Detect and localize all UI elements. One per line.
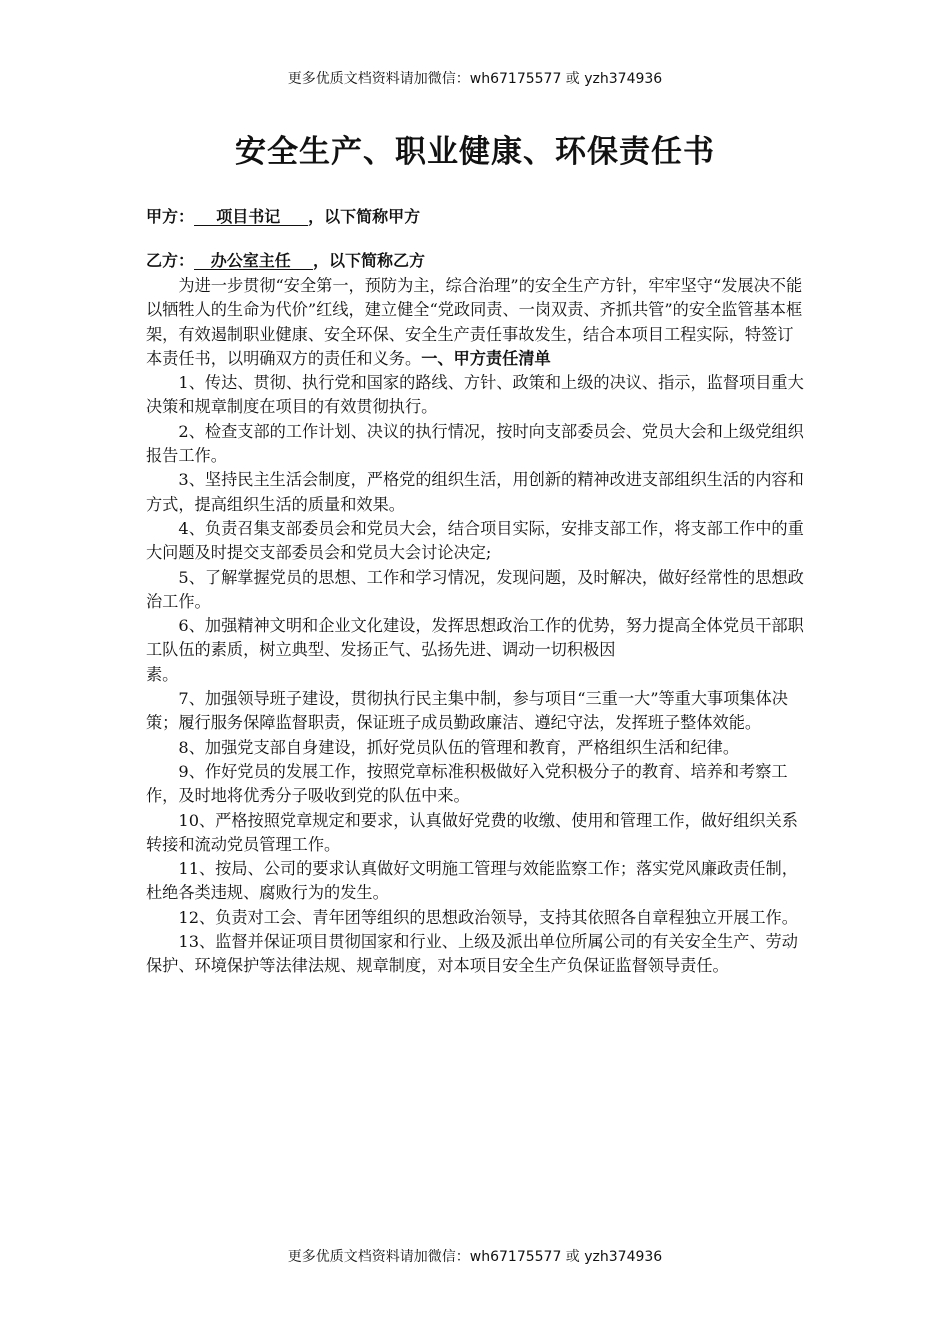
list-item: 8、加强党支部自身建设，抓好党员队伍的管理和教育，严格组织生活和纪律。 (178, 737, 740, 757)
intro-text: 为进一步贯彻“安全第一，预防为主，综合治理”的安全生产方针，牢牢坚守“发展决不能以牺牲人的生命为代价”红线，建立健全“党政同责、一岗双责、齐抓共管”的安全监管基本框架，有效遏制职业健康、安全环保、安全生产责任事故发生，结合本项目工程实际，特签订本责任书，以明确双方的责任和义务。 (146, 276, 803, 368)
list-item: 12、负责对工会、青年团等组织的思想政治领导，支持其依照各自章程独立开展工作。 (178, 907, 798, 927)
list-item: 1、传达、贯彻、执行党和国家的路线、方针、政策和上级的决议、指示，监督项目重大决策和规章制度在项目的有效贯彻执行。 (146, 373, 804, 417)
party-a-label: 甲方： (146, 207, 195, 226)
list-item: 5、了解掌握党员的思想、工作和学习情况，发现问题，及时解决，做好经常性的思想政治工作。 (146, 567, 804, 611)
section-heading: 一、甲方责任清单 (421, 348, 551, 368)
party-a-suffix: ，以下简称甲方 (308, 207, 421, 226)
list-item: 4、负责召集支部委员会和党员大会，结合项目实际，安排支部工作，将支部工作中的重大问题及时提交支部委员会和党员大会讨论决定; (146, 518, 804, 563)
list-item: 3、坚持民主生活会制度，严格党的组织生活，用创新的精神改进支部组织生活的内容和方式，提高组织生活的质量和效果。 (146, 470, 804, 514)
list-item: 6、加强精神文明和企业文化建设，发挥思想政治工作的优势，努力提高全体党员干部职工队伍的素质，树立典型、发扬正气、弘扬先进、调动一切积极因 (146, 616, 804, 660)
document-title: 安全生产、职业健康、环保责任书 (235, 134, 715, 170)
party-b-value: 办公室主任 (194, 251, 314, 270)
party-a-line (146, 204, 420, 227)
intro-paragraph (146, 274, 808, 371)
list-item: 2、检查支部的工作计划、决议的执行情况，按时向支部委员会、党员大会和上级党组织报告工作。 (146, 421, 804, 466)
list-item: 7、加强领导班子建设，贯彻执行民主集中制，参与项目“三重一大”等重大事项集体决策；履行服务保障监督职责，保证班子成员勤政廉洁、遵纪守法，发挥班子整体效能。 (146, 689, 788, 733)
party-b-label: 乙方： (146, 251, 195, 270)
list-item-continuation: 素。 (146, 664, 179, 684)
document-body (146, 274, 808, 979)
party-b-line (146, 248, 425, 271)
page-footer-note: 更多优质文档资料请加微信：wh67175577 或 yzh374936 (287, 1249, 663, 1265)
party-b-suffix: ，以下简称乙方 (313, 251, 426, 270)
list-item: 10、严格按照党章规定和要求，认真做好党费的收缴、使用和管理工作，做好组织关系转接和流动党员管理工作。 (146, 810, 798, 854)
party-a-value: 项目书记 (194, 207, 309, 226)
list-item: 9、作好党员的发展工作，按照党章标准积极做好入党积极分子的教育、培养和考察工作，及时地将优秀分子吸收到党的队伍中来。 (146, 761, 788, 806)
page-header-note: 更多优质文档资料请加微信：wh67175577 或 yzh374936 (287, 71, 663, 87)
list-item: 11、按局、公司的要求认真做好文明施工管理与效能监察工作；落实党风廉政责任制，杜绝各类违规、腐败行为的发生。 (146, 859, 798, 903)
list-item: 13、监督并保证项目贯彻国家和行业、上级及派出单位所属公司的有关安全生产、劳动保护、环境保护等法律法规、规章制度，对本项目安全生产负保证监督领导责任。 (146, 932, 798, 976)
